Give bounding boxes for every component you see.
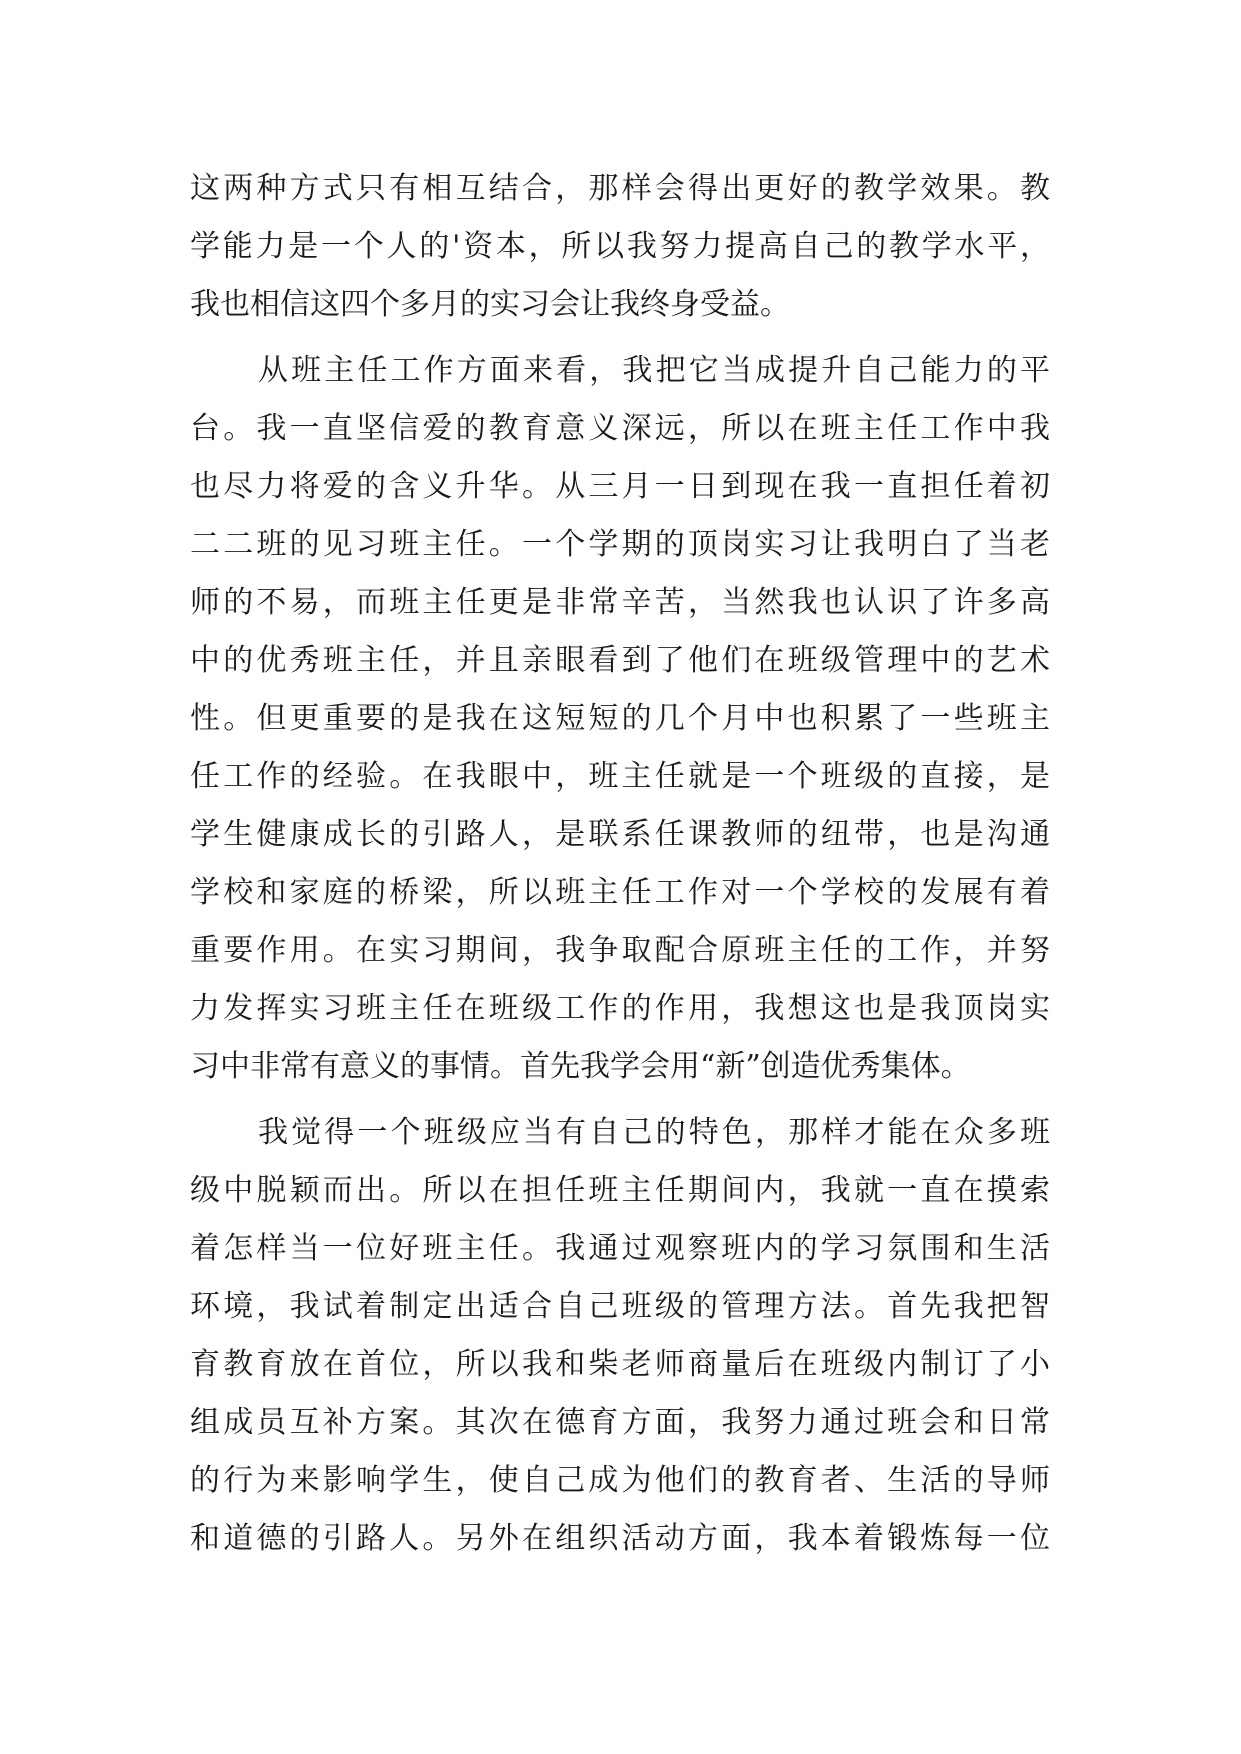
- text-line: 的行为来影响学生，使自己成为他们的教育者、生活的导师: [190, 1463, 1050, 1498]
- paragraph: [190, 160, 1050, 334]
- text-line: 也尽力将爱的含义升华。从三月一日到现在我一直担任着初: [190, 469, 1050, 504]
- text-line: 着怎样当一位好班主任。我通过观察班内的学习氛围和生活: [190, 1231, 1050, 1266]
- text-line: 中的优秀班主任，并且亲眼看到了他们在班级管理中的艺术: [190, 643, 1050, 678]
- text-line: 我觉得一个班级应当有自己的特色，那样才能在众多班: [258, 1115, 1050, 1150]
- text-line: 台。我一直坚信爱的教育意义深远，所以在班主任工作中我: [190, 411, 1050, 446]
- text-line: 学能力是一个人的'资本，所以我努力提高自己的教学水平，: [190, 229, 1050, 264]
- text-line: 任工作的经验。在我眼中，班主任就是一个班级的直接，是: [190, 759, 1050, 794]
- text-line: 组成员互补方案。其次在德育方面，我努力通过班会和日常: [190, 1405, 1050, 1440]
- text-line: 从班主任工作方面来看，我把它当成提升自己能力的平: [258, 353, 1050, 388]
- text-line: 师的不易，而班主任更是非常辛苦，当然我也认识了许多高: [190, 585, 1050, 620]
- document-body: [190, 160, 1050, 1568]
- text-line: 级中脱颖而出。所以在担任班主任期间内，我就一直在摸索: [190, 1173, 1050, 1208]
- text-line: 力发挥实习班主任在班级工作的作用，我想这也是我顶岗实: [190, 991, 1050, 1026]
- text-line: 这两种方式只有相互结合，那样会得出更好的教学效果。教: [190, 171, 1050, 206]
- text-line: 学校和家庭的桥梁，所以班主任工作对一个学校的发展有着: [190, 875, 1050, 910]
- text-line: 学生健康成长的引路人，是联系任课教师的纽带，也是沟通: [190, 817, 1050, 852]
- text-line: 习中非常有意义的事情。首先我学会用“新”创造优秀集体。: [190, 1049, 971, 1084]
- text-line: 我也相信这四个多月的实习会让我终身受益。: [190, 287, 790, 322]
- text-line: 环境，我试着制定出适合自己班级的管理方法。首先我把智: [190, 1289, 1050, 1324]
- text-line: 二二班的见习班主任。一个学期的顶岗实习让我明白了当老: [190, 527, 1050, 562]
- text-line: 性。但更重要的是我在这短短的几个月中也积累了一些班主: [190, 701, 1050, 736]
- paragraph: [190, 1104, 1050, 1568]
- paragraph: [190, 342, 1050, 1096]
- text-line: 和道德的引路人。另外在组织活动方面，我本着锻炼每一位: [190, 1521, 1050, 1556]
- text-line: 重要作用。在实习期间，我争取配合原班主任的工作，并努: [190, 933, 1050, 968]
- text-line: 育教育放在首位，所以我和柴老师商量后在班级内制订了小: [190, 1347, 1050, 1382]
